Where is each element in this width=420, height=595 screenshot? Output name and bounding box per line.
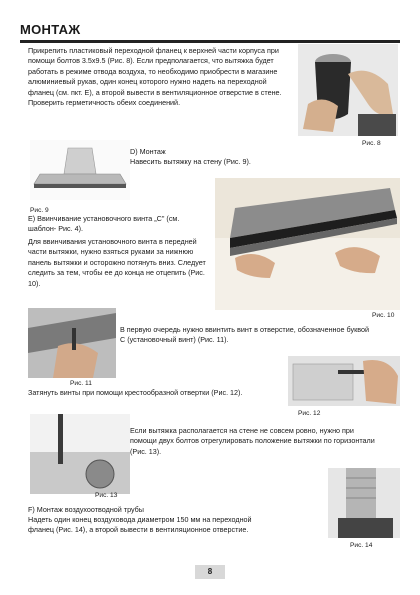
step-d-title: D) Монтаж (130, 147, 166, 156)
tighten-text: Затянуть винты при помощи крестообразной отвертки (Рис. 12). (28, 388, 243, 397)
fig9-caption: Рис. 9 (30, 207, 49, 214)
page-title: МОНТАЖ (20, 22, 81, 37)
fig8-caption: Рис. 8 (362, 140, 381, 147)
fig13-image (30, 414, 130, 494)
fig12-image (288, 356, 400, 406)
step-f-title: F) Монтаж воздухоотводной трубы (28, 505, 144, 514)
step-d-text: Навесить вытяжку на стену (Рис. 9). (130, 157, 251, 166)
screw-text: В первую очередь нужно ввинтить винт в отверстие, обозначенное буквой C (установочный винт) (Рис. 11). (120, 325, 369, 345)
fig14-caption: Рис. 14 (350, 542, 373, 549)
fig12-caption: Рис. 12 (298, 410, 321, 417)
fig8-image (298, 44, 398, 136)
step-e-title: E) Ввинчивание установочного винта „C" (см. шаблон- Рис. 4). (28, 214, 180, 234)
title-rule (20, 40, 400, 43)
fig13-caption: Рис. 13 (95, 492, 118, 499)
page-number: 8 (195, 565, 225, 579)
fig9-image (30, 140, 130, 200)
fig11-image (28, 308, 116, 378)
intro-text: Прикрепить пластиковый переходной фланец к верхней части корпуса при помощи болтов 3.5x9.5 (Рис. 8). Если предполагается, что вытяжка будет работать в режиме отвода воздуха, то необходимо приобрести в магазине алюминиевый рукав, один конец которого нужно надеть на переходной фланец (см. пкт. E), а второй вывести в вентиляционное отверстие в стене. Проверить герметичность обеих соединений. (28, 46, 282, 108)
level-text: Если вытяжка располагается на стене не совсем ровно, нужно при помощи двух болтов отрегулировать положение вытяжки по горизонтали (Рис. 13). (130, 426, 375, 456)
fig10-caption: Рис. 10 (372, 312, 395, 319)
step-e-text: Для ввинчивания установочного винта в передней части вытяжки, нужно взяться руками за нижнюю панель вытяжки и осторожно потянуть вниз. Следует следить за тем, чтобы ее до конца не отцепить (Рис. 10). (28, 237, 206, 288)
fig10-image (215, 178, 400, 310)
step-f-text: Надеть один конец воздуховода диаметром 150 мм на переходной фланец (Рис. 14), а второй вывести в вентиляционное отверстие. (28, 515, 252, 535)
fig11-caption: Рис. 11 (70, 380, 92, 387)
fig14-image (328, 468, 400, 538)
